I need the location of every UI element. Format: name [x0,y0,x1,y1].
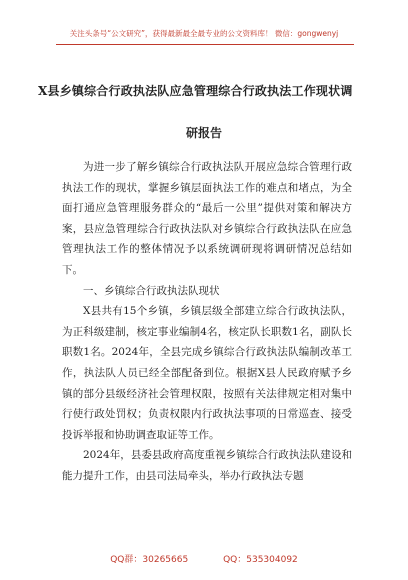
footer-qq-group: QQ群：30265665 [110,555,189,565]
document-title-continued: 研报告 [185,126,222,140]
header-divider [56,44,354,45]
section-heading: 一、乡镇综合行政执法队现状 [83,284,220,297]
footer-qq: QQ：535304092 [223,555,298,565]
document-title: X县乡镇综合行政执法队应急管理综合行政执法工作现状调 [38,84,353,98]
header-note: 关注头条号“公文研究”，获得最新最全最专业的公文资料库！ 微信：gongwenyj [69,29,339,38]
document-body [62,157,352,487]
paragraph: 2024年，县委县政府高度重视乡镇综合行政执法队建设和能力提升工作，由县司法局牵头，举办行政执法专题 [62,449,352,482]
paragraph: 为进一步了解乡镇综合行政执法队开展应急综合管理行政执法工作的现状，掌握乡镇层面执法工作的难点和堵点，为全面打通应急管理服务群众的“最后一公里”提供对策和解决方案，县应急管理综合行政执法队对乡镇综合行政执法队在应急管理执法工作的整体情况予以系统调研现将调研情况总结如下。 [62,161,352,276]
footer [0,552,408,565]
paragraph: X县共有15个乡镇，乡镇层级全部建立综合行政执法队，为正科级建制，核定事业编制4名，核定队长职数1名，副队长职数1名。2024年，全县完成乡镇综合行政执法队编制改革工作，执法队人员已经全部配备到位。根据X县人民政府赋予乡镇的部分县级经济社会管理权限，按照有关法律规定相对集中行使行政处罚权；负责权限内行政执法事项的日常巡查、接受投诉举报和协助调查取证等工作。 [62,305,352,441]
